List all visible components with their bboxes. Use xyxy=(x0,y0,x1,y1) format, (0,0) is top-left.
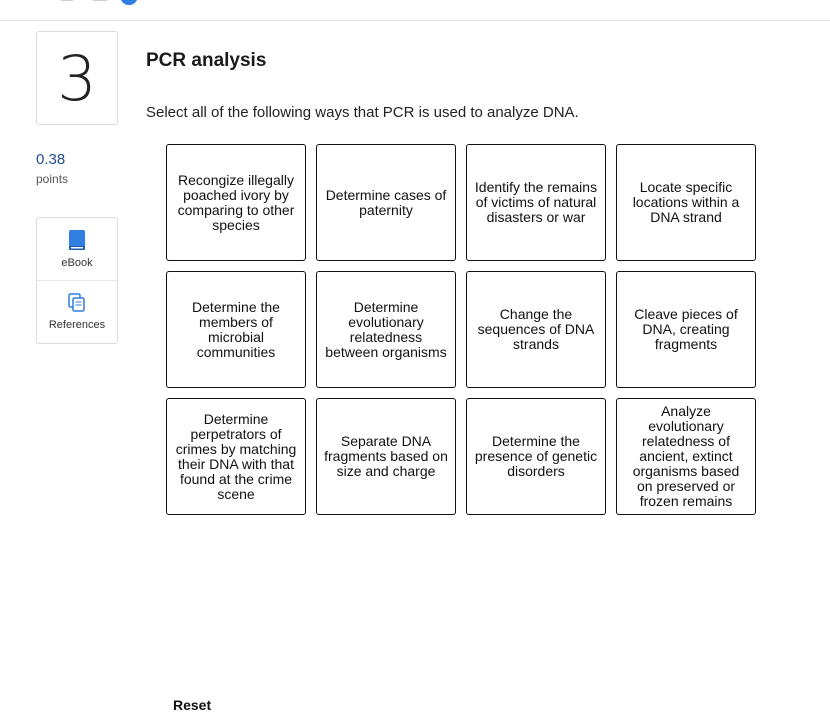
answer-tile[interactable]: Determine the members of microbial communities xyxy=(166,271,306,388)
book-icon xyxy=(68,229,86,251)
question-prompt: Select all of the following ways that PCR is used to analyze DNA. xyxy=(146,104,579,121)
nav-indicator-icon[interactable] xyxy=(120,0,138,5)
resources-panel xyxy=(36,217,118,344)
answer-tile[interactable]: Separate DNA fragments based on size and charge xyxy=(316,398,456,515)
references-label: References xyxy=(48,319,106,331)
question-number: 3 xyxy=(36,31,118,125)
answer-tile[interactable]: Analyze evolutionary relatedness of ancient, extinct organisms based on preserved or frozen remains xyxy=(616,398,756,515)
answer-tile[interactable]: Determine the presence of genetic disorders xyxy=(466,398,606,515)
references-button[interactable] xyxy=(37,281,117,343)
answer-tile[interactable]: Determine perpetrators of crimes by matching their DNA with that found at the crime scene xyxy=(166,398,306,515)
answer-tile[interactable]: Change the sequences of DNA strands xyxy=(466,271,606,388)
points-value: 0.38 xyxy=(36,151,66,168)
answer-tile[interactable]: Identify the remains of victims of natural disasters or war xyxy=(466,144,606,261)
answer-tile[interactable]: Determine evolutionary relatedness between organisms xyxy=(316,271,456,388)
top-nav-bar xyxy=(0,0,830,21)
reset-button[interactable]: Reset xyxy=(173,697,212,713)
question-title: PCR analysis xyxy=(146,50,267,71)
nav-stub xyxy=(92,0,108,1)
answer-tile[interactable]: Locate specific locations within a DNA strand xyxy=(616,144,756,261)
points-label: points xyxy=(36,172,69,186)
documents-icon xyxy=(68,293,86,313)
answer-tile[interactable]: Cleave pieces of DNA, creating fragments xyxy=(616,271,756,388)
answer-tile[interactable]: Recongize illegally poached ivory by comparing to other species xyxy=(166,144,306,261)
answer-tile[interactable]: Determine cases of paternity xyxy=(316,144,456,261)
ebook-button[interactable] xyxy=(37,218,117,281)
ebook-label: eBook xyxy=(61,257,93,269)
nav-stub xyxy=(60,0,74,1)
